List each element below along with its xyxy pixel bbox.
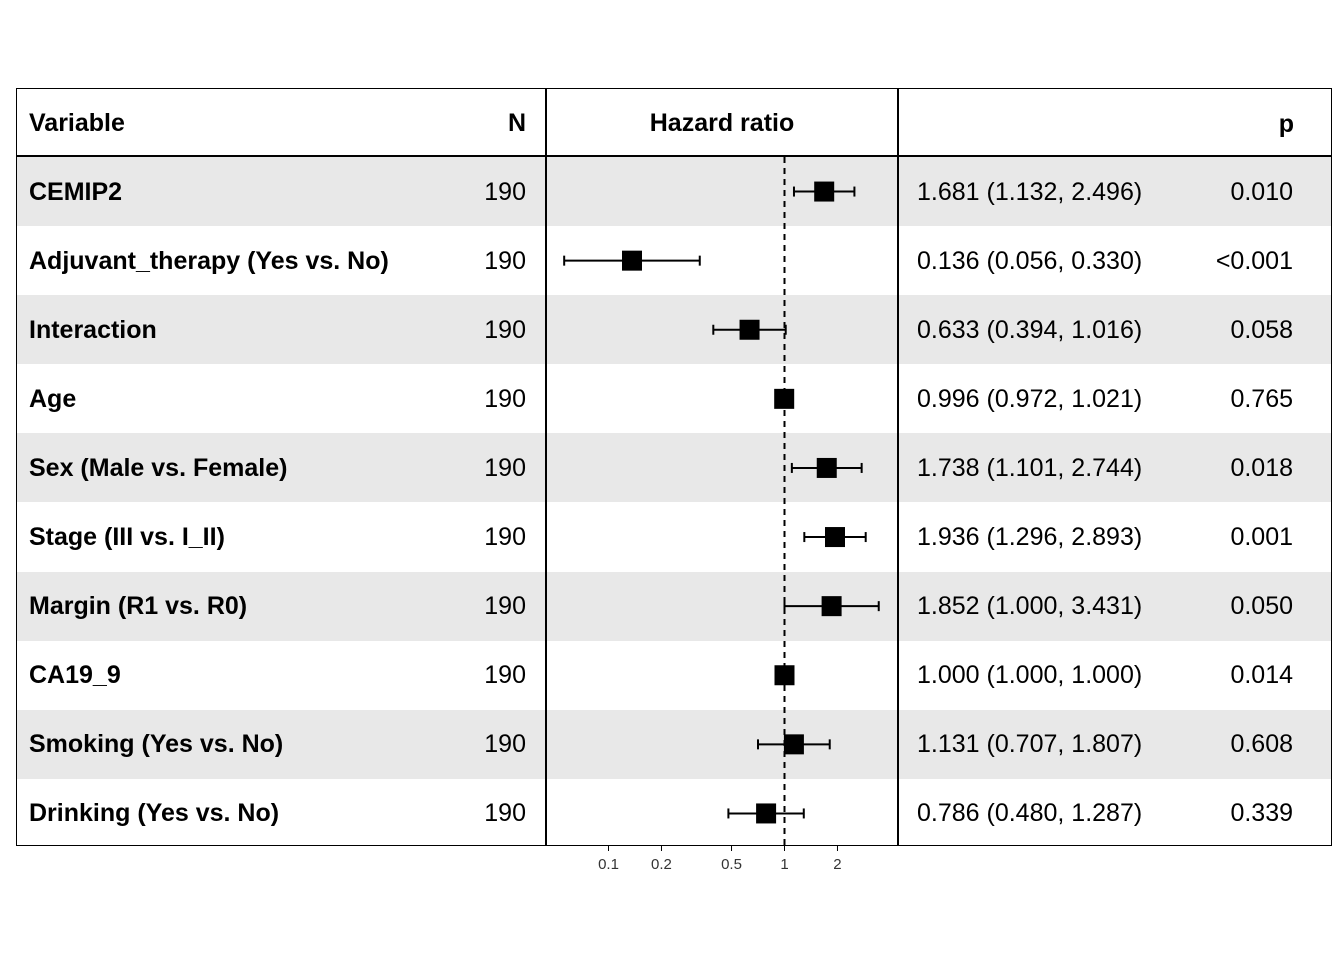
row-hr-ci-text: 0.136 (0.056, 0.330) (917, 246, 1143, 275)
row-n-value: 190 (484, 799, 526, 828)
row-variable-label: Smoking (Yes vs. No) (29, 730, 284, 759)
row-p-value: 0.765 (1230, 384, 1293, 413)
x-tick-label: 0.2 (651, 856, 672, 873)
row-hr-ci-text: 1.000 (1.000, 1.000) (917, 661, 1143, 690)
row-variable-label: Sex (Male vs. Female) (29, 453, 288, 482)
row-hr-ci-text: 1.738 (1.101, 2.744) (917, 453, 1143, 482)
row-p-value: 0.014 (1230, 661, 1293, 690)
x-tick-label: 1 (780, 856, 789, 873)
row-n-value: 190 (484, 661, 526, 690)
row-variable-label: CA19_9 (29, 661, 121, 690)
hr-point (814, 182, 834, 202)
row-variable-label: Adjuvant_therapy (Yes vs. No) (29, 246, 389, 275)
x-tick-label: 0.5 (721, 856, 742, 873)
header-hazard-ratio: Hazard ratio (649, 109, 795, 137)
row-p-value: 0.608 (1230, 730, 1293, 759)
hr-point (740, 320, 760, 340)
hr-point (825, 527, 845, 547)
row-n-value: 190 (484, 315, 526, 344)
row-variable-label: Margin (R1 vs. R0) (29, 592, 248, 621)
row-p-value: 0.058 (1230, 315, 1293, 344)
header-n: N (507, 109, 526, 137)
hr-point (822, 596, 842, 616)
row-variable-label: CEMIP2 (29, 177, 123, 206)
row-p-value: 0.010 (1230, 177, 1293, 206)
row-p-value: 0.050 (1230, 592, 1293, 621)
hr-point (817, 458, 837, 478)
x-tick-label: 2 (833, 856, 842, 873)
row-n-value: 190 (484, 384, 526, 413)
row-hr-ci-text: 0.996 (0.972, 1.021) (917, 384, 1143, 413)
hr-point (774, 389, 794, 409)
row-variable-label: Drinking (Yes vs. No) (29, 799, 280, 828)
row-p-value: 0.001 (1230, 523, 1293, 552)
row-variable-label: Stage (III vs. I_II) (29, 523, 225, 552)
row-variable-label: Age (29, 384, 77, 413)
row-n-value: 190 (484, 177, 526, 206)
x-tick-label: 0.1 (598, 856, 619, 873)
row-p-value: <0.001 (1215, 246, 1293, 275)
header-p: p (1278, 110, 1294, 138)
row-n-value: 190 (484, 730, 526, 759)
row-hr-ci-text: 1.681 (1.132, 2.496) (917, 177, 1143, 206)
row-hr-ci-text: 1.131 (0.707, 1.807) (917, 730, 1143, 759)
row-n-value: 190 (484, 523, 526, 552)
hr-point (756, 803, 776, 823)
row-hr-ci-text: 0.786 (0.480, 1.287) (917, 799, 1143, 828)
row-n-value: 190 (484, 246, 526, 275)
row-variable-label: Interaction (29, 315, 157, 344)
hr-point (622, 251, 642, 271)
row-hr-ci-text: 1.936 (1.296, 2.893) (917, 523, 1143, 552)
row-hr-ci-text: 1.852 (1.000, 3.431) (917, 592, 1143, 621)
row-n-value: 190 (484, 592, 526, 621)
row-p-value: 0.339 (1230, 799, 1293, 828)
header-variable: Variable (29, 109, 125, 137)
row-n-value: 190 (484, 453, 526, 482)
row-p-value: 0.018 (1230, 453, 1293, 482)
hr-point (784, 734, 804, 754)
hr-point (775, 665, 795, 685)
row-hr-ci-text: 0.633 (0.394, 1.016) (917, 315, 1143, 344)
